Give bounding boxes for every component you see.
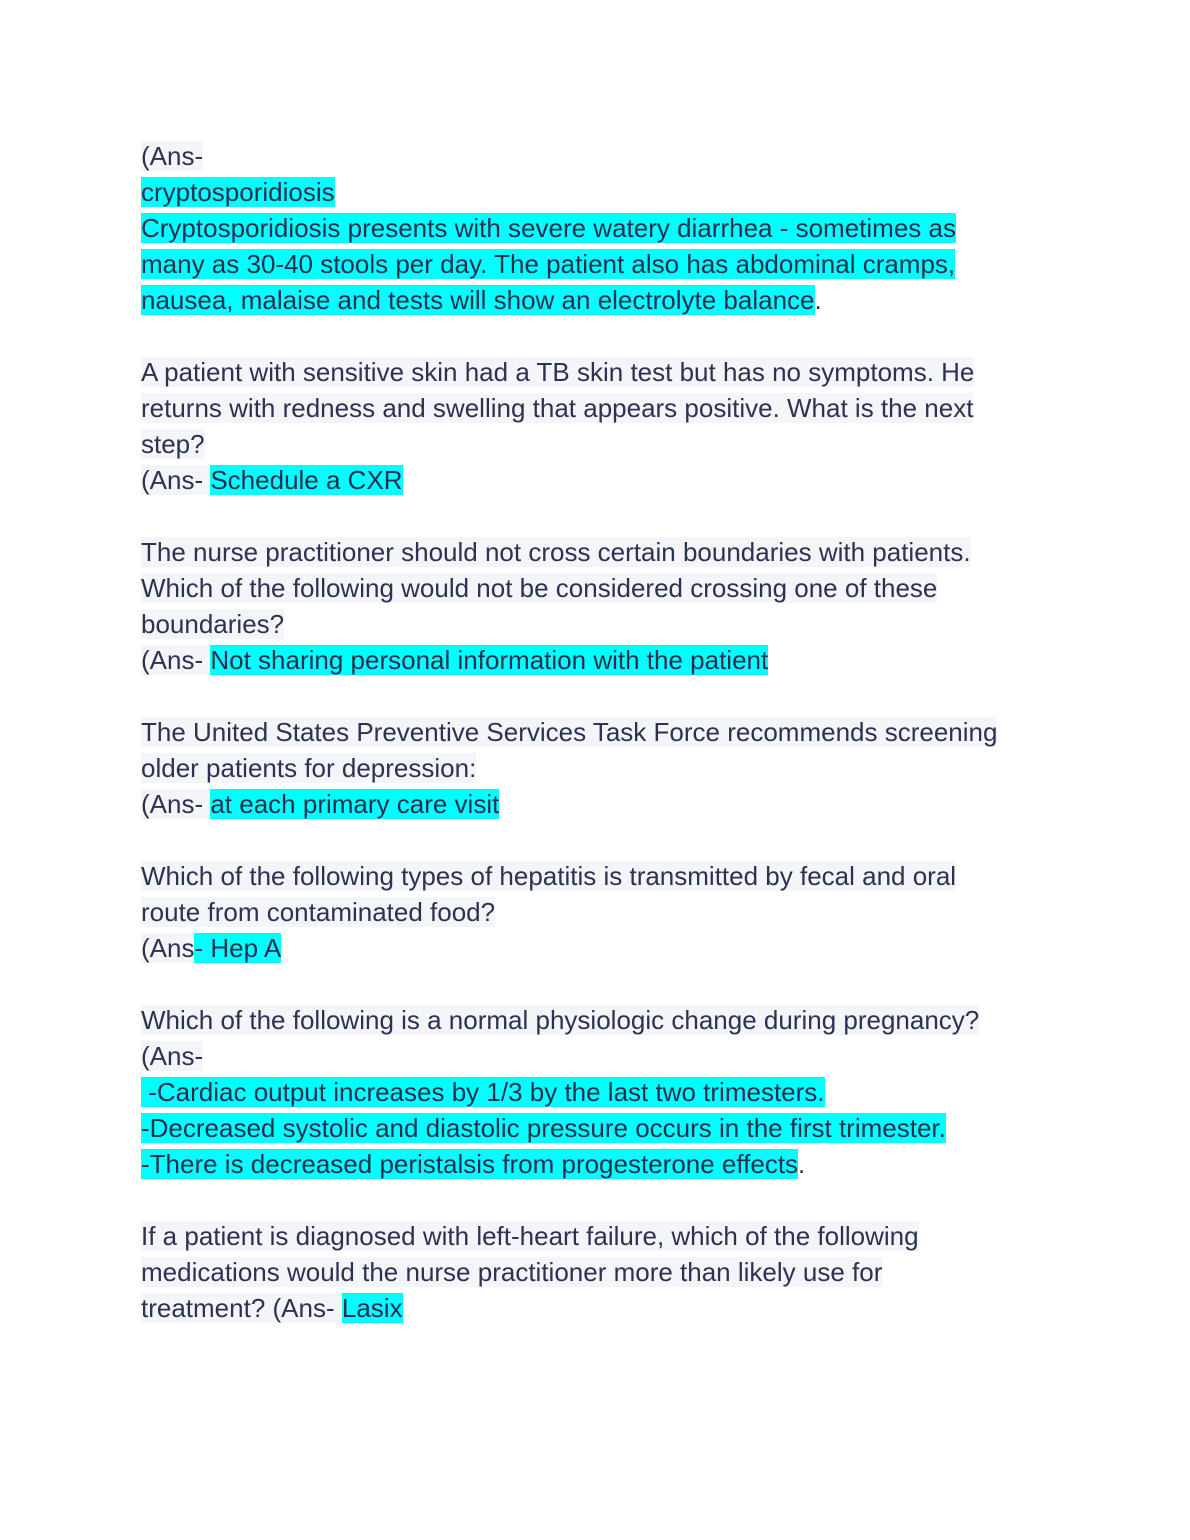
spacer — [141, 822, 1051, 858]
answer-label: (Ans- — [141, 1041, 204, 1071]
spacer — [141, 678, 1051, 714]
highlighted-answer: cryptosporidiosis — [141, 177, 335, 207]
question-line: route from contaminated food? — [141, 897, 496, 927]
highlighted-answer: Lasix — [341, 1293, 403, 1323]
question-line: Which of the following is a normal physiologic change during pregnancy? — [141, 1005, 980, 1035]
question-line: medications would the nurse practitioner more than likely use for — [141, 1257, 883, 1287]
answer-line: -There is decreased peristalsis from progesterone effects. — [141, 1149, 806, 1179]
answer-explanation-line: many as 30-40 stools per day. The patient also has abdominal cramps, — [141, 249, 956, 279]
answer-line: (Ans- at each primary care visit — [141, 789, 500, 819]
question-line: A patient with sensitive skin had a TB skin test but has no symptoms. He — [141, 357, 975, 387]
answer-line: (Ans- Hep A — [141, 933, 282, 963]
highlighted-answer: Schedule a CXR — [210, 465, 403, 495]
spacer — [141, 498, 1051, 534]
document-page — [141, 138, 1051, 1326]
answer-term — [141, 174, 1051, 210]
question-line: The nurse practitioner should not cross certain boundaries with patients. — [141, 537, 971, 567]
spacer — [141, 1182, 1051, 1218]
answer-line — [141, 1074, 1051, 1110]
spacer — [141, 318, 1051, 354]
answer-explanation-line: Cryptosporidiosis presents with severe watery diarrhea - sometimes as — [141, 213, 956, 243]
answer-label: (Ans- — [141, 141, 204, 171]
answer-line — [141, 1110, 1051, 1146]
question-line: boundaries? — [141, 609, 285, 639]
answer-line: (Ans- Schedule a CXR — [141, 465, 403, 495]
question-line: The United States Preventive Services Task Force recommends screening — [141, 717, 998, 747]
question-line: If a patient is diagnosed with left-heart failure, which of the following — [141, 1221, 919, 1251]
answer-explanation-line: nausea, malaise and tests will show an electrolyte balance. — [141, 285, 822, 315]
highlighted-answer: - Hep A — [194, 933, 282, 963]
question-line: Which of the following types of hepatitis is transmitted by fecal and oral — [141, 861, 957, 891]
highlighted-answer: at each primary care visit — [210, 789, 500, 819]
highlighted-answer: -There is decreased peristalsis from progesterone effects — [141, 1149, 799, 1179]
question-answer-line: treatment? (Ans- Lasix — [141, 1293, 403, 1323]
spacer — [141, 966, 1051, 1002]
question-line: returns with redness and swelling that appears positive. What is the next — [141, 393, 974, 423]
question-line: step? — [141, 429, 205, 459]
highlighted-answer: -Cardiac output increases by 1/3 by the last two trimesters. — [141, 1077, 825, 1107]
highlighted-answer: Not sharing personal information with the patient — [210, 645, 769, 675]
question-line: older patients for depression: — [141, 753, 477, 783]
highlighted-answer: -Decreased systolic and diastolic pressure occurs in the first trimester. — [141, 1113, 946, 1143]
answer-line: (Ans- Not sharing personal information with the patient — [141, 645, 769, 675]
question-line: Which of the following would not be considered crossing one of these — [141, 573, 938, 603]
